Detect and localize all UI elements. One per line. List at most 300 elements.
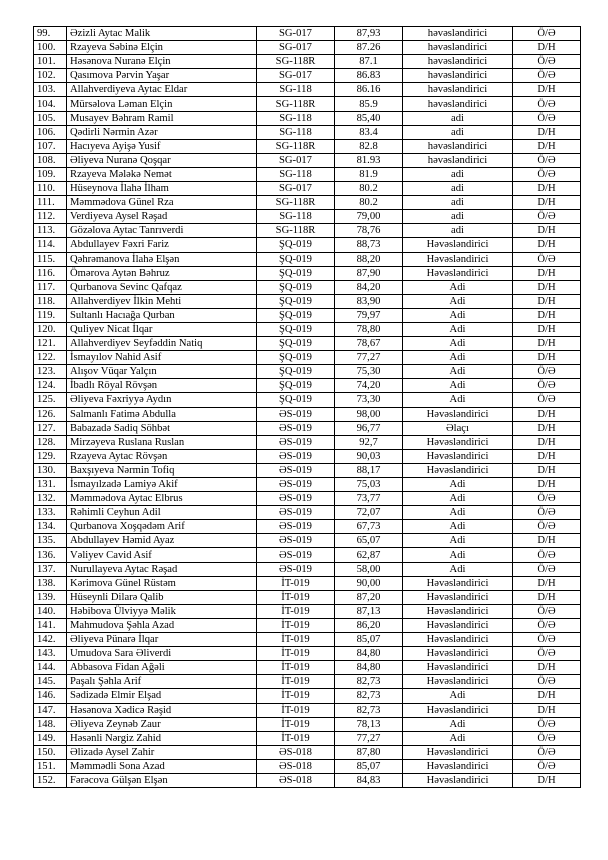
- group-code-cell: İT-019: [257, 647, 335, 661]
- group-code-cell: ƏS-018: [257, 773, 335, 787]
- table-row: [34, 604, 581, 618]
- student-name-cell: Verdiyeva Aysel Rəşad: [67, 210, 257, 224]
- study-form-cell: D/H: [513, 421, 581, 435]
- row-number-cell: 149.: [34, 731, 67, 745]
- score-cell: 74,20: [335, 379, 403, 393]
- score-cell: 86.83: [335, 69, 403, 83]
- group-code-cell: ŞQ-019: [257, 294, 335, 308]
- study-form-cell: Ö/Ə: [513, 647, 581, 661]
- scholarship-category-cell: Həvəsləndirici: [403, 773, 513, 787]
- student-name-cell: Əliyeva Fəxriyyə Aydın: [67, 393, 257, 407]
- study-form-cell: D/H: [513, 238, 581, 252]
- student-name-cell: Salmanlı Fatimə Abdulla: [67, 407, 257, 421]
- student-name-cell: Abdullayev Fəxri Fariz: [67, 238, 257, 252]
- scholarship-category-cell: Adi: [403, 534, 513, 548]
- table-row: [34, 759, 581, 773]
- row-number-cell: 135.: [34, 534, 67, 548]
- student-name-cell: Abbasova Fidan Ağəli: [67, 661, 257, 675]
- group-code-cell: ƏS-019: [257, 478, 335, 492]
- group-code-cell: İT-019: [257, 576, 335, 590]
- table-row: [34, 69, 581, 83]
- student-name-cell: Əliyeva Nuranə Qoşqar: [67, 153, 257, 167]
- table-row: [34, 717, 581, 731]
- row-number-cell: 99.: [34, 27, 67, 41]
- row-number-cell: 145.: [34, 675, 67, 689]
- study-form-cell: D/H: [513, 224, 581, 238]
- student-name-cell: Mürsəlova Ləman Elçin: [67, 97, 257, 111]
- score-cell: 77,27: [335, 731, 403, 745]
- student-name-cell: Allahverdiyev İlkin Mehti: [67, 294, 257, 308]
- score-cell: 75,30: [335, 365, 403, 379]
- table-row: [34, 435, 581, 449]
- scholarship-category-cell: Adi: [403, 717, 513, 731]
- student-name-cell: Rzayeva Aytac Rövşən: [67, 449, 257, 463]
- score-cell: 88,17: [335, 463, 403, 477]
- group-code-cell: ŞQ-019: [257, 393, 335, 407]
- table-row: [34, 365, 581, 379]
- study-form-cell: D/H: [513, 449, 581, 463]
- study-form-cell: Ö/Ə: [513, 153, 581, 167]
- scholarship-category-cell: adi: [403, 196, 513, 210]
- student-name-cell: Ömərova Aytən Bəhruz: [67, 266, 257, 280]
- group-code-cell: İT-019: [257, 618, 335, 632]
- study-form-cell: Ö/Ə: [513, 167, 581, 181]
- table-row: [34, 55, 581, 69]
- row-number-cell: 105.: [34, 111, 67, 125]
- row-number-cell: 148.: [34, 717, 67, 731]
- score-cell: 81.9: [335, 167, 403, 181]
- row-number-cell: 133.: [34, 506, 67, 520]
- table-row: [34, 27, 581, 41]
- row-number-cell: 134.: [34, 520, 67, 534]
- table-row: [34, 478, 581, 492]
- scholarship-category-cell: adi: [403, 182, 513, 196]
- table-row: [34, 238, 581, 252]
- row-number-cell: 128.: [34, 435, 67, 449]
- table-row: [34, 322, 581, 336]
- student-name-cell: Qəhrəmanova İlahə Elşən: [67, 252, 257, 266]
- score-cell: 87,13: [335, 604, 403, 618]
- group-code-cell: SG-118: [257, 210, 335, 224]
- study-form-cell: Ö/Ə: [513, 393, 581, 407]
- study-form-cell: D/H: [513, 703, 581, 717]
- study-form-cell: D/H: [513, 773, 581, 787]
- scholarship-category-cell: həvəsləndirici: [403, 97, 513, 111]
- student-name-cell: Quliyev Nicat İlqar: [67, 322, 257, 336]
- study-form-cell: Ö/Ə: [513, 562, 581, 576]
- score-cell: 77,27: [335, 351, 403, 365]
- row-number-cell: 108.: [34, 153, 67, 167]
- table-row: [34, 773, 581, 787]
- scholarship-category-cell: Həvəsləndirici: [403, 266, 513, 280]
- score-cell: 86,20: [335, 618, 403, 632]
- scholarship-category-cell: Adi: [403, 478, 513, 492]
- student-name-cell: İsmayılov Nahid Asif: [67, 351, 257, 365]
- table-row: [34, 492, 581, 506]
- student-name-cell: İbadlı Röyal Rövşən: [67, 379, 257, 393]
- student-name-cell: Qasımova Pərvin Yaşar: [67, 69, 257, 83]
- score-cell: 78,13: [335, 717, 403, 731]
- scholarship-category-cell: adi: [403, 210, 513, 224]
- scholarship-category-cell: Həvəsləndirici: [403, 618, 513, 632]
- group-code-cell: ƏS-019: [257, 506, 335, 520]
- score-cell: 87.1: [335, 55, 403, 69]
- score-cell: 88,73: [335, 238, 403, 252]
- row-number-cell: 132.: [34, 492, 67, 506]
- group-code-cell: İT-019: [257, 590, 335, 604]
- score-cell: 79,00: [335, 210, 403, 224]
- scholarship-category-cell: Adi: [403, 365, 513, 379]
- study-form-cell: Ö/Ə: [513, 618, 581, 632]
- table-row: [34, 661, 581, 675]
- table-row: [34, 294, 581, 308]
- row-number-cell: 129.: [34, 449, 67, 463]
- student-name-cell: Hacıyeva Ayişə Yusif: [67, 139, 257, 153]
- group-code-cell: SG-118R: [257, 97, 335, 111]
- table-row: [34, 463, 581, 477]
- student-name-cell: Həsənli Nərgiz Zahid: [67, 731, 257, 745]
- student-name-cell: Vəliyev Cavid Asif: [67, 548, 257, 562]
- study-form-cell: D/H: [513, 139, 581, 153]
- score-cell: 84,80: [335, 661, 403, 675]
- score-cell: 86.16: [335, 83, 403, 97]
- study-form-cell: D/H: [513, 407, 581, 421]
- table-row: [34, 731, 581, 745]
- score-cell: 87.26: [335, 41, 403, 55]
- row-number-cell: 122.: [34, 351, 67, 365]
- score-cell: 85,40: [335, 111, 403, 125]
- group-code-cell: ŞQ-019: [257, 379, 335, 393]
- score-cell: 78,67: [335, 337, 403, 351]
- row-number-cell: 138.: [34, 576, 67, 590]
- study-form-cell: Ö/Ə: [513, 97, 581, 111]
- table-row: [34, 379, 581, 393]
- table-row: [34, 562, 581, 576]
- score-cell: 82,73: [335, 703, 403, 717]
- table-row: [34, 125, 581, 139]
- group-code-cell: ƏS-019: [257, 449, 335, 463]
- study-form-cell: Ö/Ə: [513, 520, 581, 534]
- score-cell: 87,90: [335, 266, 403, 280]
- student-name-cell: Mahmudova Şəhla Azad: [67, 618, 257, 632]
- scholarship-category-cell: Adi: [403, 280, 513, 294]
- student-name-cell: Əzizli Aytac Malik: [67, 27, 257, 41]
- score-cell: 87,80: [335, 745, 403, 759]
- study-form-cell: D/H: [513, 478, 581, 492]
- group-code-cell: ŞQ-019: [257, 322, 335, 336]
- score-cell: 87,93: [335, 27, 403, 41]
- student-name-cell: Həsənova Nuranə Elçin: [67, 55, 257, 69]
- table-row: [34, 618, 581, 632]
- scholarship-category-cell: Əlaçı: [403, 421, 513, 435]
- scholarship-category-cell: Həvəsləndirici: [403, 661, 513, 675]
- score-cell: 73,30: [335, 393, 403, 407]
- table-row: [34, 308, 581, 322]
- study-form-cell: D/H: [513, 576, 581, 590]
- row-number-cell: 142.: [34, 633, 67, 647]
- group-code-cell: ŞQ-019: [257, 266, 335, 280]
- row-number-cell: 113.: [34, 224, 67, 238]
- table-row: [34, 210, 581, 224]
- group-code-cell: ŞQ-019: [257, 280, 335, 294]
- student-name-cell: Babazadə Sadiq Söhbət: [67, 421, 257, 435]
- table-row: [34, 506, 581, 520]
- group-code-cell: ƏS-018: [257, 745, 335, 759]
- table-row: [34, 689, 581, 703]
- scholarship-category-cell: həvəsləndirici: [403, 83, 513, 97]
- score-cell: 87,20: [335, 590, 403, 604]
- group-code-cell: SG-118R: [257, 224, 335, 238]
- group-code-cell: SG-017: [257, 69, 335, 83]
- scholarship-category-cell: Adi: [403, 393, 513, 407]
- group-code-cell: SG-118R: [257, 55, 335, 69]
- study-form-cell: D/H: [513, 661, 581, 675]
- score-cell: 65,07: [335, 534, 403, 548]
- score-cell: 75,03: [335, 478, 403, 492]
- scholarship-category-cell: Həvəsləndirici: [403, 449, 513, 463]
- score-cell: 84,83: [335, 773, 403, 787]
- scholarship-category-cell: Həvəsləndirici: [403, 590, 513, 604]
- scholarship-category-cell: həvəsləndirici: [403, 55, 513, 69]
- study-form-cell: D/H: [513, 41, 581, 55]
- scholarship-category-cell: həvəsləndirici: [403, 41, 513, 55]
- scholarship-category-cell: adi: [403, 167, 513, 181]
- table-row: [34, 139, 581, 153]
- group-code-cell: İT-019: [257, 703, 335, 717]
- scholarship-category-cell: Adi: [403, 351, 513, 365]
- scholarship-category-cell: Həvəsləndirici: [403, 252, 513, 266]
- study-form-cell: Ö/Ə: [513, 548, 581, 562]
- student-name-cell: Həsənova Xədicə Rəşid: [67, 703, 257, 717]
- score-cell: 62,87: [335, 548, 403, 562]
- group-code-cell: ƏS-019: [257, 421, 335, 435]
- study-form-cell: Ö/Ə: [513, 675, 581, 689]
- row-number-cell: 141.: [34, 618, 67, 632]
- scholarship-category-cell: Həvəsləndirici: [403, 604, 513, 618]
- table-row: [34, 576, 581, 590]
- student-name-cell: Baxşıyeva Nərmin Tofiq: [67, 463, 257, 477]
- group-code-cell: ŞQ-019: [257, 238, 335, 252]
- row-number-cell: 143.: [34, 647, 67, 661]
- row-number-cell: 116.: [34, 266, 67, 280]
- study-form-cell: D/H: [513, 266, 581, 280]
- scholarship-category-cell: Adi: [403, 337, 513, 351]
- study-form-cell: D/H: [513, 308, 581, 322]
- row-number-cell: 106.: [34, 125, 67, 139]
- study-form-cell: D/H: [513, 294, 581, 308]
- study-form-cell: D/H: [513, 351, 581, 365]
- row-number-cell: 115.: [34, 252, 67, 266]
- score-cell: 90,00: [335, 576, 403, 590]
- student-name-cell: Rəhimli Ceyhun Adil: [67, 506, 257, 520]
- row-number-cell: 109.: [34, 167, 67, 181]
- student-name-cell: Məmmədli Sona Azad: [67, 759, 257, 773]
- score-cell: 67,73: [335, 520, 403, 534]
- group-code-cell: SG-017: [257, 153, 335, 167]
- row-number-cell: 144.: [34, 661, 67, 675]
- scholarship-category-cell: Adi: [403, 308, 513, 322]
- study-form-cell: Ö/Ə: [513, 717, 581, 731]
- row-number-cell: 118.: [34, 294, 67, 308]
- student-name-cell: Rzayeva Səbinə Elçin: [67, 41, 257, 55]
- score-cell: 79,97: [335, 308, 403, 322]
- table-row: [34, 280, 581, 294]
- score-cell: 82,73: [335, 689, 403, 703]
- scholarship-category-cell: Həvəsləndirici: [403, 407, 513, 421]
- study-form-cell: Ö/Ə: [513, 55, 581, 69]
- group-code-cell: ƏS-019: [257, 534, 335, 548]
- row-number-cell: 103.: [34, 83, 67, 97]
- group-code-cell: SG-118: [257, 167, 335, 181]
- scholarship-category-cell: Həvəsləndirici: [403, 703, 513, 717]
- row-number-cell: 120.: [34, 322, 67, 336]
- table-row: [34, 252, 581, 266]
- group-code-cell: SG-118: [257, 111, 335, 125]
- score-cell: 90,03: [335, 449, 403, 463]
- table-row: [34, 633, 581, 647]
- score-cell: 85,07: [335, 759, 403, 773]
- scholarship-category-cell: Adi: [403, 294, 513, 308]
- study-form-cell: D/H: [513, 83, 581, 97]
- group-code-cell: ƏS-019: [257, 562, 335, 576]
- student-name-cell: Nurullayeva Aytac Rəşad: [67, 562, 257, 576]
- row-number-cell: 151.: [34, 759, 67, 773]
- table-row: [34, 83, 581, 97]
- score-cell: 80.2: [335, 182, 403, 196]
- student-name-cell: Allahverdiyeva Aytac Eldar: [67, 83, 257, 97]
- student-name-cell: Kərimova Günel Rüstəm: [67, 576, 257, 590]
- row-number-cell: 110.: [34, 182, 67, 196]
- table-body: [34, 27, 581, 788]
- student-name-cell: Gözəlova Aytac Tanrıverdi: [67, 224, 257, 238]
- row-number-cell: 114.: [34, 238, 67, 252]
- score-cell: 83.4: [335, 125, 403, 139]
- score-cell: 82,73: [335, 675, 403, 689]
- scholarship-category-cell: Adi: [403, 548, 513, 562]
- group-code-cell: İT-019: [257, 661, 335, 675]
- row-number-cell: 130.: [34, 463, 67, 477]
- student-name-cell: Əliyeva Zeynəb Zaur: [67, 717, 257, 731]
- score-cell: 78,76: [335, 224, 403, 238]
- study-form-cell: Ö/Ə: [513, 492, 581, 506]
- table-row: [34, 703, 581, 717]
- table-row: [34, 153, 581, 167]
- student-ranking-table: [33, 26, 581, 788]
- student-name-cell: Sultanlı Hacıağa Qurban: [67, 308, 257, 322]
- table-row: [34, 224, 581, 238]
- student-name-cell: Musayev Bəhram Ramil: [67, 111, 257, 125]
- row-number-cell: 147.: [34, 703, 67, 717]
- row-number-cell: 102.: [34, 69, 67, 83]
- score-cell: 82.8: [335, 139, 403, 153]
- score-cell: 80.2: [335, 196, 403, 210]
- group-code-cell: ŞQ-019: [257, 365, 335, 379]
- student-name-cell: Allahverdiyev Seyfəddin Natiq: [67, 337, 257, 351]
- row-number-cell: 137.: [34, 562, 67, 576]
- group-code-cell: ƏS-019: [257, 520, 335, 534]
- score-cell: 85.9: [335, 97, 403, 111]
- group-code-cell: ƏS-018: [257, 759, 335, 773]
- table-row: [34, 520, 581, 534]
- row-number-cell: 112.: [34, 210, 67, 224]
- study-form-cell: D/H: [513, 337, 581, 351]
- study-form-cell: D/H: [513, 125, 581, 139]
- study-form-cell: Ö/Ə: [513, 759, 581, 773]
- scholarship-category-cell: Həvəsləndirici: [403, 647, 513, 661]
- study-form-cell: D/H: [513, 280, 581, 294]
- table-row: [34, 590, 581, 604]
- group-code-cell: İT-019: [257, 717, 335, 731]
- score-cell: 84,80: [335, 647, 403, 661]
- row-number-cell: 117.: [34, 280, 67, 294]
- study-form-cell: D/H: [513, 435, 581, 449]
- student-name-cell: Qədirli Nərmin Azər: [67, 125, 257, 139]
- score-cell: 96,77: [335, 421, 403, 435]
- row-number-cell: 150.: [34, 745, 67, 759]
- scholarship-category-cell: Adi: [403, 689, 513, 703]
- score-cell: 88,20: [335, 252, 403, 266]
- student-name-cell: Hüseynli Dilarə Qalib: [67, 590, 257, 604]
- row-number-cell: 107.: [34, 139, 67, 153]
- scholarship-category-cell: Adi: [403, 379, 513, 393]
- scholarship-category-cell: Həvəsləndirici: [403, 463, 513, 477]
- row-number-cell: 123.: [34, 365, 67, 379]
- scholarship-category-cell: həvəsləndirici: [403, 153, 513, 167]
- table-row: [34, 393, 581, 407]
- scholarship-category-cell: Adi: [403, 322, 513, 336]
- score-cell: 58,00: [335, 562, 403, 576]
- student-name-cell: Həbibova Ülviyyə Məlik: [67, 604, 257, 618]
- scholarship-category-cell: adi: [403, 125, 513, 139]
- table-row: [34, 407, 581, 421]
- scholarship-category-cell: Adi: [403, 506, 513, 520]
- row-number-cell: 119.: [34, 308, 67, 322]
- table-row: [34, 647, 581, 661]
- group-code-cell: İT-019: [257, 633, 335, 647]
- scholarship-category-cell: adi: [403, 224, 513, 238]
- scholarship-category-cell: Adi: [403, 731, 513, 745]
- study-form-cell: Ö/Ə: [513, 633, 581, 647]
- scholarship-category-cell: Həvəsləndirici: [403, 238, 513, 252]
- study-form-cell: Ö/Ə: [513, 69, 581, 83]
- scholarship-category-cell: Həvəsləndirici: [403, 745, 513, 759]
- study-form-cell: Ö/Ə: [513, 365, 581, 379]
- scholarship-category-cell: adi: [403, 111, 513, 125]
- table-row: [34, 675, 581, 689]
- score-cell: 85,07: [335, 633, 403, 647]
- table-row: [34, 745, 581, 759]
- row-number-cell: 140.: [34, 604, 67, 618]
- group-code-cell: İT-019: [257, 675, 335, 689]
- scholarship-category-cell: həvəsləndirici: [403, 27, 513, 41]
- student-name-cell: Məmmədova Aytac Elbrus: [67, 492, 257, 506]
- row-number-cell: 126.: [34, 407, 67, 421]
- table-row: [34, 97, 581, 111]
- study-form-cell: D/H: [513, 689, 581, 703]
- group-code-cell: İT-019: [257, 731, 335, 745]
- group-code-cell: ƏS-019: [257, 492, 335, 506]
- study-form-cell: Ö/Ə: [513, 252, 581, 266]
- row-number-cell: 121.: [34, 337, 67, 351]
- scholarship-category-cell: Adi: [403, 492, 513, 506]
- group-code-cell: SG-017: [257, 182, 335, 196]
- scholarship-category-cell: Həvəsləndirici: [403, 759, 513, 773]
- student-name-cell: Hüseynova İlahə İlham: [67, 182, 257, 196]
- group-code-cell: ŞQ-019: [257, 337, 335, 351]
- study-form-cell: Ö/Ə: [513, 27, 581, 41]
- row-number-cell: 146.: [34, 689, 67, 703]
- student-name-cell: Rzayeva Mələkə Nemət: [67, 167, 257, 181]
